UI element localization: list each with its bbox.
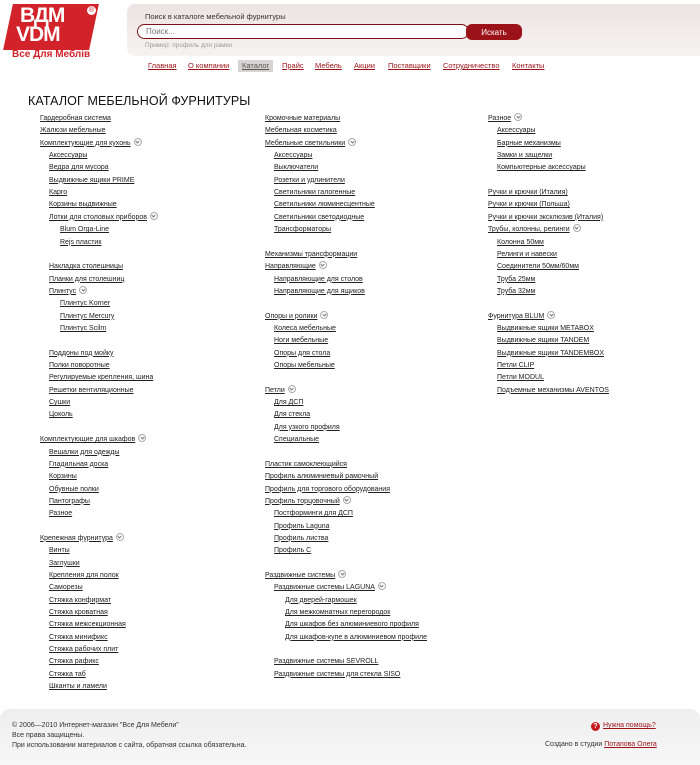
- catalog-item[interactable]: [497, 287, 535, 296]
- catalog-item-label: Ручки и крючки эксклюзив (Италия): [488, 213, 604, 221]
- logo-line1: ВДМ: [20, 4, 65, 27]
- catalog-item[interactable]: [49, 275, 124, 284]
- search-button[interactable]: Искать: [466, 24, 522, 40]
- catalog-item-label: Барные механизмы: [497, 139, 561, 147]
- catalog-item-label: Розетки и удлинители: [274, 176, 345, 184]
- catalog-item[interactable]: [60, 312, 114, 321]
- catalog-item-label: Подъемные механизмы AVENTOS: [497, 386, 609, 394]
- catalog-item[interactable]: [274, 361, 335, 370]
- expand-chevron-icon[interactable]: [573, 224, 581, 232]
- catalog-item-label: Профиль алюминиевый рамочный: [265, 473, 379, 481]
- catalog-item[interactable]: [49, 262, 123, 271]
- catalog-item[interactable]: [49, 349, 114, 358]
- catalog-item-label: Аксессуары: [274, 152, 313, 159]
- footer: [0, 709, 700, 765]
- help-icon[interactable]: ?: [591, 722, 600, 731]
- catalog-item[interactable]: [49, 287, 87, 296]
- catalog-item[interactable]: [49, 657, 99, 666]
- catalog-item-label: Направляющие: [265, 263, 316, 271]
- catalog-item[interactable]: [60, 238, 101, 247]
- catalog-item-label: Выдвижные ящики TANDEM: [497, 337, 590, 345]
- catalog-item-label: Жалюзи мебельные: [40, 127, 106, 135]
- catalog-item-label: Фурнитура BLUM: [488, 312, 545, 320]
- catalog-item[interactable]: [265, 126, 337, 135]
- catalog-item-label: Регулируемые крепления, шина: [49, 374, 154, 382]
- registered-mark: ®: [86, 5, 97, 16]
- catalog-item[interactable]: [497, 151, 552, 160]
- catalog-item[interactable]: [274, 670, 400, 679]
- logo-line2: VDM: [16, 23, 60, 46]
- catalog-item-label: Стяжка конфирмат: [49, 596, 112, 604]
- catalog-item[interactable]: [265, 139, 356, 148]
- catalog-item[interactable]: [49, 571, 119, 580]
- catalog-item[interactable]: [274, 225, 331, 234]
- catalog-item[interactable]: [49, 645, 118, 654]
- catalog-item[interactable]: [497, 275, 535, 284]
- catalog-item-label: Профиль торцовочный: [265, 497, 340, 505]
- catalog-item-label: Лотки для столовых приборов: [49, 213, 147, 221]
- expand-chevron-icon[interactable]: [348, 138, 356, 146]
- expand-chevron-icon[interactable]: [79, 286, 87, 294]
- catalog-item[interactable]: [49, 583, 83, 592]
- catalog-item-label: Замки и защелки: [497, 152, 553, 159]
- catalog-item-label: Плинтус Mercury: [60, 312, 115, 320]
- catalog-item-label: Комплектующие для кухонь: [40, 139, 131, 147]
- catalog-item-label: Плинтус Scilm: [60, 325, 107, 332]
- catalog-item-label: Кромочные материалы: [265, 115, 341, 122]
- catalog-item[interactable]: [49, 398, 70, 407]
- catalog-item-label: Полки поворотные: [49, 362, 110, 369]
- expand-chevron-icon[interactable]: [288, 385, 296, 393]
- expand-chevron-icon[interactable]: [138, 434, 146, 442]
- page-title: КАТАЛОГ МЕБЕЛЬНОЙ ФУРНИТУРЫ: [28, 94, 251, 108]
- catalog-item[interactable]: [497, 238, 544, 247]
- catalog-item[interactable]: [49, 200, 117, 209]
- catalog-item-label: Направляющие для ящиков: [274, 287, 365, 295]
- catalog-item[interactable]: [488, 114, 522, 123]
- footer-rights: Все права защищены.: [12, 732, 85, 739]
- catalog-item-label: Светильники галогенные: [274, 189, 356, 197]
- catalog-item[interactable]: [40, 435, 146, 444]
- nav-about[interactable]: О компании: [188, 61, 230, 70]
- catalog-item-label: Соединители 50мм/60мм: [497, 263, 579, 271]
- catalog-item[interactable]: [49, 151, 87, 160]
- catalog-item[interactable]: [274, 336, 328, 345]
- catalog-item-label: Комплектующие для шкафов: [40, 436, 136, 444]
- catalog-item[interactable]: [274, 583, 386, 592]
- catalog-item-label: Профиль С: [274, 547, 312, 555]
- catalog-item[interactable]: [274, 657, 378, 666]
- catalog-item-label: Опоры и ролики: [265, 312, 318, 320]
- catalog-item[interactable]: [49, 485, 99, 494]
- catalog-item-label: Стяжка рафикс: [49, 658, 99, 666]
- catalog-item-label: Релинги и навески: [497, 250, 557, 258]
- catalog-item[interactable]: [497, 373, 544, 382]
- catalog-item[interactable]: [265, 262, 327, 271]
- catalog-item[interactable]: [265, 497, 351, 506]
- catalog-item-label: Раздвижные системы: [265, 572, 336, 579]
- catalog-item-label: Трубы, колонны, релинги: [488, 226, 570, 234]
- catalog-item[interactable]: [497, 250, 557, 259]
- catalog-item[interactable]: [49, 410, 73, 419]
- expand-chevron-icon[interactable]: [514, 113, 522, 121]
- catalog-item-label: Труба 32мм: [497, 287, 536, 295]
- nav-suppliers[interactable]: Поставщики: [388, 61, 431, 70]
- catalog-item[interactable]: [488, 200, 570, 209]
- expand-chevron-icon[interactable]: [319, 261, 327, 269]
- catalog-item-label: Для шкафов без алюминиевого профиля: [285, 621, 419, 629]
- nav-promotions[interactable]: Акции: [354, 61, 375, 70]
- catalog-item[interactable]: [40, 534, 124, 543]
- catalog-item[interactable]: [265, 485, 390, 494]
- catalog-item-label: Петли CLIP: [497, 362, 535, 369]
- catalog-item-label: Планки для столешниц: [49, 275, 125, 283]
- catalog-item[interactable]: [49, 670, 86, 679]
- catalog-item-label: Стяжка межсекционная: [49, 621, 126, 629]
- catalog-item[interactable]: [49, 448, 119, 457]
- catalog-item-label: Направляющие для столов: [274, 275, 363, 283]
- catalog-item[interactable]: [274, 509, 353, 518]
- catalog-item[interactable]: [274, 324, 336, 333]
- catalog-item[interactable]: [60, 324, 106, 333]
- catalog-item-label: Раздвижные системы LAGUNA: [274, 584, 375, 592]
- catalog-item[interactable]: [265, 250, 357, 259]
- catalog-item-label: Rejs пластик: [60, 238, 102, 246]
- catalog-item[interactable]: [49, 188, 67, 197]
- catalog-item-label: Постформинги для ДСП: [274, 510, 353, 518]
- catalog-item[interactable]: [49, 682, 107, 691]
- catalog-item-label: Разное: [49, 510, 73, 518]
- catalog-item[interactable]: [497, 139, 561, 148]
- catalog-item-label: Разное: [488, 115, 512, 122]
- catalog-item[interactable]: [274, 151, 312, 160]
- catalog-item[interactable]: [285, 608, 390, 617]
- catalog-item-label: Для стекла: [274, 411, 311, 419]
- catalog-item[interactable]: [274, 534, 328, 543]
- catalog-item-label: Колонна 50мм: [497, 238, 544, 246]
- expand-chevron-icon[interactable]: [134, 138, 142, 146]
- catalog-item[interactable]: [497, 324, 594, 333]
- search-panel: [127, 4, 700, 56]
- catalog-item[interactable]: [274, 546, 311, 555]
- catalog-item-label: Цоколь: [49, 411, 73, 419]
- catalog-item-label: Ведра для мусора: [49, 164, 109, 172]
- catalog-item-label: Раздвижные системы SEVROLL: [274, 658, 379, 666]
- catalog-item-label: Blum Orga-Line: [60, 226, 110, 234]
- catalog-item-label: Стяжка минификс: [49, 633, 108, 641]
- search-label: Поиск в каталоге мебельной фурнитуры: [145, 12, 286, 21]
- catalog-item-label: Сушки: [49, 399, 71, 407]
- catalog-item[interactable]: [497, 262, 579, 271]
- catalog-item-label: Решетки вентиляционные: [49, 386, 134, 394]
- catalog-item[interactable]: [49, 509, 72, 518]
- expand-chevron-icon[interactable]: [150, 212, 158, 220]
- catalog-item-label: Ноги мебельные: [274, 337, 329, 345]
- catalog-item[interactable]: [274, 188, 355, 197]
- catalog-item[interactable]: [49, 460, 108, 469]
- catalog-item-label: Выдвижные ящики TANDEMBOX: [497, 349, 605, 357]
- catalog-item[interactable]: [265, 460, 347, 469]
- catalog-item[interactable]: [274, 423, 340, 432]
- footer-notice: При использовании материалов с сайта, обратная ссылка обязательна.: [12, 742, 247, 749]
- catalog-item-label: Петли: [265, 386, 285, 394]
- catalog-item[interactable]: [274, 435, 319, 444]
- catalog-item-label: Гардеробная система: [40, 115, 111, 122]
- catalog-item-label: Аксессуары: [497, 127, 536, 135]
- catalog-item[interactable]: [274, 163, 318, 172]
- catalog-item-label: Вешалки для одежды: [49, 448, 120, 456]
- catalog-item-label: Корзины выдвижные: [49, 201, 117, 209]
- catalog-item-label: Гладильная доска: [49, 460, 109, 468]
- catalog-item-label: Плинтус: [49, 287, 77, 295]
- catalog-item-label: Трансформаторы: [274, 226, 332, 234]
- nav-cooperation[interactable]: Сотрудничество: [443, 61, 500, 70]
- catalog-item-label: Профиль листва: [274, 534, 329, 542]
- credit-prefix: Создано в студии: [545, 741, 603, 748]
- catalog-item-label: Винты: [49, 547, 70, 555]
- catalog-item[interactable]: [40, 139, 142, 148]
- catalog-item[interactable]: [265, 312, 328, 321]
- catalog-item[interactable]: [49, 608, 108, 617]
- catalog-item[interactable]: [488, 312, 555, 321]
- catalog-item[interactable]: [49, 596, 111, 605]
- expand-chevron-icon[interactable]: [343, 496, 351, 504]
- site-logo[interactable]: [6, 4, 102, 58]
- search-hint: Пример: профиль для рамки: [145, 42, 233, 49]
- catalog-item[interactable]: [285, 596, 357, 605]
- catalog-item-label: Пластик самоклеющийся: [265, 460, 347, 468]
- catalog-item[interactable]: [265, 386, 296, 395]
- catalog-item-label: Стяжка таб: [49, 670, 86, 678]
- catalog-item[interactable]: [274, 522, 330, 531]
- catalog-item-label: Мебельные светильники: [265, 139, 346, 147]
- catalog-item-label: Опоры мебельные: [274, 362, 335, 369]
- catalog-item[interactable]: [274, 213, 364, 222]
- catalog-item[interactable]: [49, 163, 109, 172]
- catalog-item-label: Стяжка рабочих плит: [49, 646, 119, 654]
- catalog-item-label: Саморезы: [49, 584, 83, 592]
- catalog-item[interactable]: [274, 349, 330, 358]
- catalog-item-label: Опоры для стола: [274, 349, 331, 357]
- nav-price[interactable]: Прайс: [282, 61, 304, 70]
- catalog-item-label: Пантографы: [49, 497, 90, 505]
- catalog-item-label: Выдвижные ящики PRIME: [49, 176, 135, 184]
- catalog-item-label: Ручки и крючки (Польша): [488, 201, 570, 209]
- catalog-item[interactable]: [497, 336, 589, 345]
- catalog-item[interactable]: [49, 546, 70, 555]
- catalog-item[interactable]: [497, 349, 604, 358]
- catalog-item-label: Корзины: [49, 473, 77, 481]
- catalog-item[interactable]: [49, 386, 134, 395]
- catalog-item[interactable]: [285, 620, 419, 629]
- catalog-item[interactable]: [49, 559, 80, 568]
- help-link[interactable]: Нужна помощь?: [603, 722, 656, 729]
- expand-chevron-icon[interactable]: [320, 311, 328, 319]
- catalog-item[interactable]: [49, 472, 77, 481]
- catalog-item[interactable]: [49, 176, 134, 185]
- catalog-item-label: Мебельная косметика: [265, 127, 337, 135]
- catalog-item[interactable]: [49, 620, 126, 629]
- catalog-item-label: Специальные: [274, 436, 320, 444]
- logo-tagline: Все Для Меблів: [12, 49, 91, 60]
- catalog-item[interactable]: [274, 410, 310, 419]
- catalog-item[interactable]: [40, 126, 106, 135]
- catalog-item-label: Обувные полки: [49, 485, 99, 493]
- catalog-item-label: Шканты и ламели: [49, 683, 107, 691]
- catalog-item-label: Светильники люминесцентные: [274, 201, 375, 209]
- catalog-item[interactable]: [497, 163, 586, 172]
- catalog-item[interactable]: [488, 225, 581, 234]
- catalog-item-label: Для дверей-гармошек: [285, 596, 357, 604]
- catalog-item[interactable]: [274, 176, 345, 185]
- expand-chevron-icon[interactable]: [378, 582, 386, 590]
- footer-copyright: © 2006—2010 Интернет-магазин "Все Для Мебели": [12, 722, 179, 729]
- catalog-item-label: Заглушки: [49, 559, 80, 567]
- catalog-item-label: Колеса мебельные: [274, 325, 336, 332]
- catalog-item-label: Для узкого профиля: [274, 423, 340, 431]
- catalog-item-label: Крепления для полок: [49, 572, 119, 579]
- nav-home[interactable]: Главная: [148, 61, 177, 70]
- nav-furniture[interactable]: Мебель: [315, 61, 342, 70]
- catalog-item-label: Компьютерные аксессуары: [497, 164, 586, 172]
- catalog-item-label: Карго: [49, 189, 68, 197]
- catalog-item[interactable]: [49, 213, 158, 222]
- credit-link[interactable]: Потапова Олега: [604, 741, 657, 748]
- catalog-item-label: Стяжка кроватная: [49, 609, 108, 616]
- catalog-item[interactable]: [274, 275, 363, 284]
- expand-chevron-icon[interactable]: [116, 533, 124, 541]
- catalog-item[interactable]: [49, 373, 153, 382]
- catalog-item-label: Для шкафов-купе в алюминиевом профиле: [285, 633, 427, 641]
- search-input[interactable]: [137, 24, 469, 39]
- catalog-item[interactable]: [49, 497, 90, 506]
- catalog-item[interactable]: [488, 188, 568, 197]
- nav-contacts[interactable]: Контакты: [512, 61, 545, 70]
- catalog-item-label: Раздвижные системы для стекла SISO: [274, 670, 401, 678]
- catalog-item[interactable]: [274, 287, 365, 296]
- catalog-item-label: Механизмы трансформации: [265, 250, 358, 258]
- footer-credit: [545, 741, 657, 748]
- catalog-item[interactable]: [49, 361, 110, 370]
- catalog-item[interactable]: [60, 225, 109, 234]
- expand-chevron-icon[interactable]: [338, 570, 346, 578]
- catalog-item-label: Профиль Laguna: [274, 522, 330, 530]
- catalog-item[interactable]: [285, 633, 427, 642]
- catalog-item-label: Выключатели: [274, 164, 319, 172]
- catalog-item[interactable]: [497, 386, 609, 395]
- catalog-item-label: Петли MODUL: [497, 374, 544, 382]
- nav-catalog[interactable]: Каталог: [238, 60, 273, 72]
- catalog-item-label: Профиль для торгового оборудования: [265, 485, 390, 493]
- catalog-item[interactable]: [497, 361, 534, 370]
- catalog-item-label: Плинтус Korner: [60, 300, 111, 308]
- catalog-item-label: Труба 25мм: [497, 275, 536, 283]
- catalog-item[interactable]: [497, 126, 535, 135]
- catalog-item[interactable]: [488, 213, 603, 222]
- catalog-item[interactable]: [274, 200, 375, 209]
- catalog-item-label: Накладка столешницы: [49, 263, 123, 271]
- catalog-item-label: Для межкомнатных перегородок: [285, 609, 391, 616]
- catalog-item-label: Ручки и крючки (Италия): [488, 189, 568, 197]
- catalog-item-label: Для ДСП: [274, 399, 304, 407]
- catalog-item[interactable]: [274, 398, 303, 407]
- catalog-item[interactable]: [60, 299, 110, 308]
- catalog-item[interactable]: [265, 114, 340, 123]
- catalog-item-label: Аксессуары: [49, 152, 88, 159]
- catalog-item[interactable]: [40, 114, 111, 123]
- catalog-item[interactable]: [49, 633, 108, 642]
- catalog-item-label: Крепежная фурнитура: [40, 534, 113, 542]
- catalog-item-label: Поддоны под мойку: [49, 349, 114, 357]
- expand-chevron-icon[interactable]: [547, 311, 555, 319]
- catalog-item-label: Светильники светодиодные: [274, 213, 365, 221]
- catalog-item[interactable]: [265, 472, 378, 481]
- catalog-item-label: Выдвижные ящики METABOX: [497, 325, 594, 332]
- catalog-item[interactable]: [265, 571, 346, 580]
